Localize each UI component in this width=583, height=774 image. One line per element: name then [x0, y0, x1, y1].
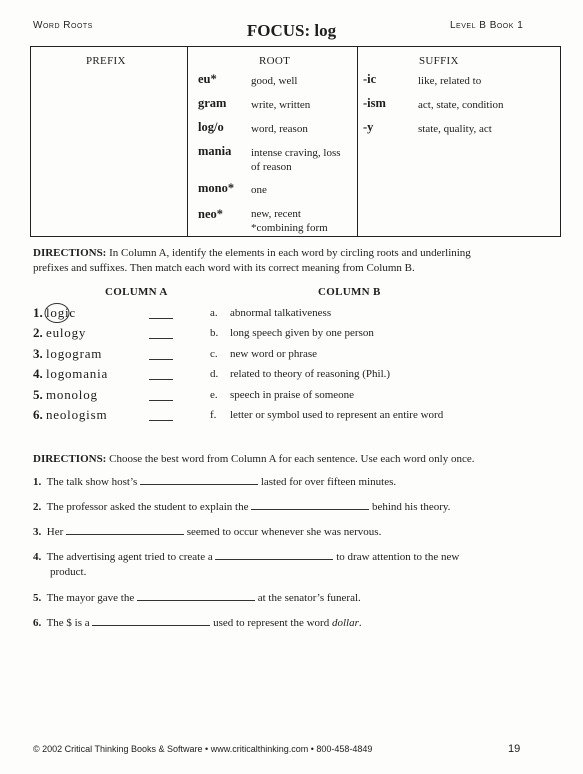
column-b-letter: f.	[210, 409, 217, 421]
sentence-item: 5. The mayor gave the at the senator’s funeral.	[33, 592, 361, 604]
answer-blank[interactable]	[149, 420, 173, 421]
column-b-meaning: abnormal talkativeness	[230, 307, 332, 319]
root-term: neo*	[198, 207, 223, 221]
fill-in-blank[interactable]	[92, 615, 210, 626]
column-a-word: logogram	[46, 346, 103, 361]
directions-text: prefixes and suffixes. Then match each word with its correct meaning from Column B.	[33, 262, 415, 274]
list-item: 4. logomania	[33, 366, 109, 381]
table-divider	[357, 47, 358, 236]
sentence-item: 4. The advertising agent tried to create a to draw attention to the new product.	[33, 551, 460, 578]
page-title: FOCUS: log	[246, 21, 337, 40]
root-term: gram	[198, 96, 227, 110]
suffix-term: -y	[363, 120, 374, 134]
list-item: 1. logic	[33, 305, 76, 321]
root-term: eu*	[198, 72, 217, 86]
root-term: log/o	[198, 120, 224, 134]
header-suffix: SUFFIX	[419, 55, 459, 67]
column-a-word: eulogy	[46, 325, 87, 340]
column-b-meaning: letter or symbol used to represent an entire word	[230, 409, 444, 421]
table-divider	[187, 47, 188, 236]
fill-in-blank[interactable]	[215, 549, 333, 560]
column-b-meaning: related to theory of reasoning (Phil.)	[230, 368, 391, 380]
footer-copyright: © 2002 Critical Thinking Books & Software • www.criticalthinking.com • 800-458-4849	[33, 744, 373, 754]
column-b-letter: e.	[210, 389, 218, 401]
directions-text: Choose the best word from Column A for each sentence. Use each word only once.	[109, 453, 475, 465]
suffix-meaning: act, state, condition	[418, 99, 504, 111]
root-meaning: one	[251, 184, 267, 196]
column-b-letter: d.	[210, 368, 219, 380]
directions-matching	[33, 246, 471, 276]
page-number: 19	[508, 743, 521, 755]
list-item: 2. eulogy	[33, 325, 87, 340]
column-b-meaning: speech in praise of someone	[230, 389, 355, 401]
circle-mark-icon	[43, 302, 73, 324]
directions-label: DIRECTIONS:	[33, 247, 107, 259]
answer-blank[interactable]	[149, 359, 173, 360]
answer-blank[interactable]	[149, 379, 173, 380]
column-b-meaning: new word or phrase	[230, 348, 318, 360]
directions-text: In Column A, identify the elements in each word by circling roots and underlining	[109, 247, 471, 259]
column-b-letter: a.	[210, 307, 218, 319]
word-parts-table	[30, 46, 561, 237]
suffix-meaning: like, related to	[418, 75, 482, 87]
fill-in-blank[interactable]	[137, 590, 255, 601]
column-a-heading: COLUMN A	[105, 286, 168, 298]
root-term: mania	[198, 144, 232, 158]
root-term: mono*	[198, 181, 235, 195]
column-b-meaning: long speech given by one person	[230, 327, 374, 339]
directions-fill-in	[33, 452, 474, 467]
suffix-meaning: state, quality, act	[418, 123, 492, 135]
column-a-word: neologism	[46, 407, 108, 422]
sentence-item: 6. The $ is a used to represent the word dollar.	[33, 617, 362, 629]
answer-blank[interactable]	[149, 400, 173, 401]
list-item: 5. monolog	[33, 387, 98, 402]
list-item: 3. logogram	[33, 346, 103, 361]
column-b-heading: COLUMN B	[318, 286, 381, 298]
answer-blank[interactable]	[149, 338, 173, 339]
root-meaning: intense craving, loss of reason	[251, 147, 341, 173]
root-meaning: new, recent *combining form	[251, 208, 328, 234]
running-head-right: Level B Book 1	[450, 20, 524, 31]
list-item: 6. neologism	[33, 407, 108, 422]
sentence-item: 3. Her seemed to occur whenever she was nervous.	[33, 526, 382, 538]
answer-blank[interactable]	[149, 318, 173, 319]
running-head-left: Word Roots	[33, 20, 93, 31]
fill-in-blank[interactable]	[140, 474, 258, 485]
suffix-term: -ic	[363, 72, 377, 86]
root-meaning: good, well	[251, 75, 298, 87]
fill-in-blank[interactable]	[66, 524, 184, 535]
column-b-letter: c.	[210, 348, 218, 360]
fill-in-blank[interactable]	[251, 499, 369, 510]
column-a-word: logic	[46, 305, 76, 320]
column-a-word: monolog	[46, 387, 98, 402]
header-prefix: PREFIX	[86, 55, 126, 67]
sentence-item: 1. The talk show host’s lasted for over fifteen minutes.	[33, 476, 397, 488]
root-meaning: word, reason	[251, 123, 308, 135]
column-a-word: logomania	[46, 366, 109, 381]
sentence-item: 2. The professor asked the student to explain the behind his theory.	[33, 501, 451, 513]
root-meaning: write, written	[251, 99, 311, 111]
column-b-letter: b.	[210, 327, 219, 339]
header-root: ROOT	[259, 55, 291, 67]
directions-label: DIRECTIONS:	[33, 453, 107, 465]
suffix-term: -ism	[363, 96, 386, 110]
